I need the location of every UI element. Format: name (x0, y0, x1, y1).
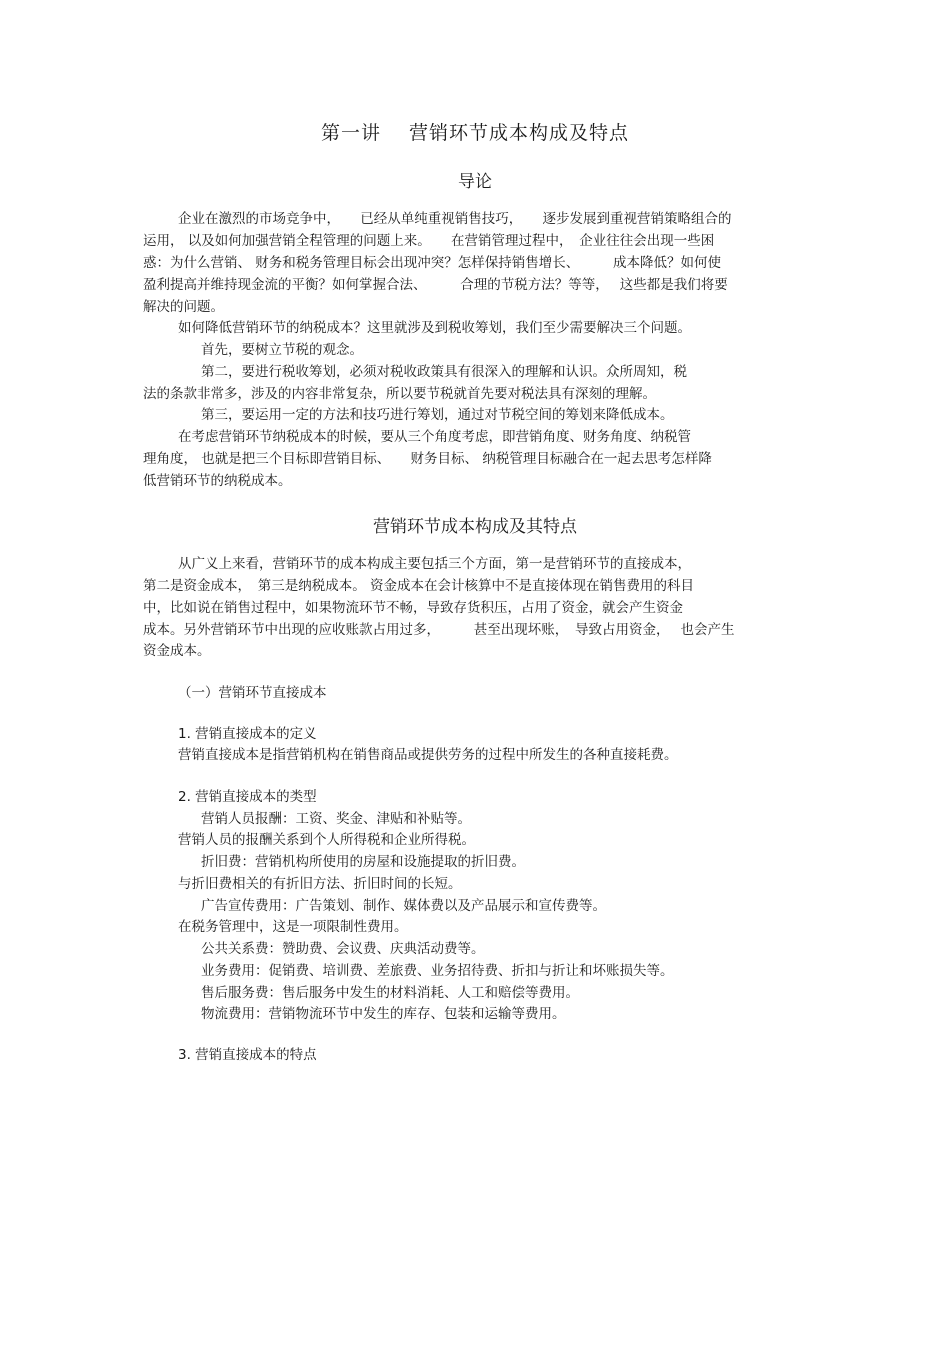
text-line: 中，比如说在销售过程中，如果物流环节不畅，导致存货积压，占用了资金，就会产生资金 (143, 600, 683, 616)
text-line: 企业在激烈的市场竞争中， 已经从单纯重视销售技巧， 逐步发展到重视营销策略组合的 (178, 211, 732, 227)
text-line: 低营销环节的纳税成本。 (143, 473, 292, 489)
text-line: 3. 营销直接成本的特点 (178, 1047, 317, 1063)
text-line: （一）营销环节直接成本 (178, 685, 327, 701)
text-line: 1. 营销直接成本的定义 (178, 726, 317, 742)
text-line: 营销直接成本是指营销机构在销售商品或提供劳务的过程中所发生的各种直接耗费。 (178, 747, 678, 763)
text-line: 惑：为什么营销、 财务和税务管理目标会出现冲突？怎样保持销售增长、 成本降低？如何使 (143, 255, 722, 271)
text-line: 业务费用：促销费、培训费、差旅费、业务招待费、折扣与折让和坏账损失等。 (201, 963, 674, 979)
text-line: 在税务管理中，这是一项限制性费用。 (178, 919, 408, 935)
text-line: 物流费用：营销物流环节中发生的库存、包装和运输等费用。 (201, 1006, 566, 1022)
text-line: 营销人员的报酬关系到个人所得税和企业所得税。 (178, 832, 475, 848)
text-line: 盈利提高并维持现金流的平衡？如何掌握合法、 合理的节税方法？等等， 这些都是我们将要 (143, 277, 728, 293)
text-line: 成本。另外营销环节中出现的应收账款占用过多， 甚至出现坏账， 导致占用资金， 也会产生 (143, 622, 735, 638)
text-line: 法的条款非常多，涉及的内容非常复杂，所以要节税就首先要对税法具有深刻的理解。 (143, 386, 656, 402)
text-line: 售后服务费：售后服务中发生的材料消耗、人工和赔偿等费用。 (201, 985, 579, 1001)
text-line: 第三，要运用一定的方法和技巧进行筹划，通过对节税空间的筹划来降低成本。 (201, 407, 674, 423)
text-line: 资金成本。 (143, 643, 211, 659)
text-line: 公共关系费：赞助费、会议费、庆典活动费等。 (201, 941, 485, 957)
title-text: 营销环节成本构成及特点 (409, 122, 630, 144)
text-line: 与折旧费相关的有折旧方法、折旧时间的长短。 (178, 876, 462, 892)
text-line: 2. 营销直接成本的类型 (178, 789, 317, 805)
page-title (0, 118, 950, 145)
text-line: 如何降低营销环节的纳税成本？这里就涉及到税收筹划，我们至少需要解决三个问题。 (178, 320, 691, 336)
text-line: 第二是资金成本， 第三是纳税成本。 资金成本在会计核算中不是直接体现在销售费用的科目 (143, 578, 695, 594)
text-line: 首先，要树立节税的观念。 (201, 342, 363, 358)
text-line: 理角度， 也就是把三个目标即营销目标、 财务目标、 纳税管理目标融合在一起去思考怎样降 (143, 451, 712, 467)
text-line: 营销人员报酬：工资、奖金、津贴和补贴等。 (201, 811, 471, 827)
text-line: 折旧费：营销机构所使用的房屋和设施提取的折旧费。 (201, 854, 525, 870)
text-line: 从广义上来看，营销环节的成本构成主要包括三个方面，第一是营销环节的直接成本， (178, 556, 691, 572)
text-line: 广告宣传费用：广告策划、制作、媒体费以及产品展示和宣传费等。 (201, 898, 606, 914)
text-line: 第二，要进行税收筹划，必须对税收政策具有很深入的理解和认识。众所周知，税 (201, 364, 687, 380)
text-line: 解决的问题。 (143, 299, 224, 315)
text-line: 运用， 以及如何加强营销全程管理的问题上来。 在营销管理过程中， 企业往往会出现一些困 (143, 233, 715, 249)
intro-heading: 导论 (458, 172, 492, 192)
text-line: 在考虑营销环节纳税成本的时候，要从三个角度考虑，即营销角度、财务角度、纳税管 (178, 429, 691, 445)
title-lecture-number: 第一讲 (320, 122, 381, 144)
section-heading: 营销环节成本构成及其特点 (373, 517, 577, 537)
